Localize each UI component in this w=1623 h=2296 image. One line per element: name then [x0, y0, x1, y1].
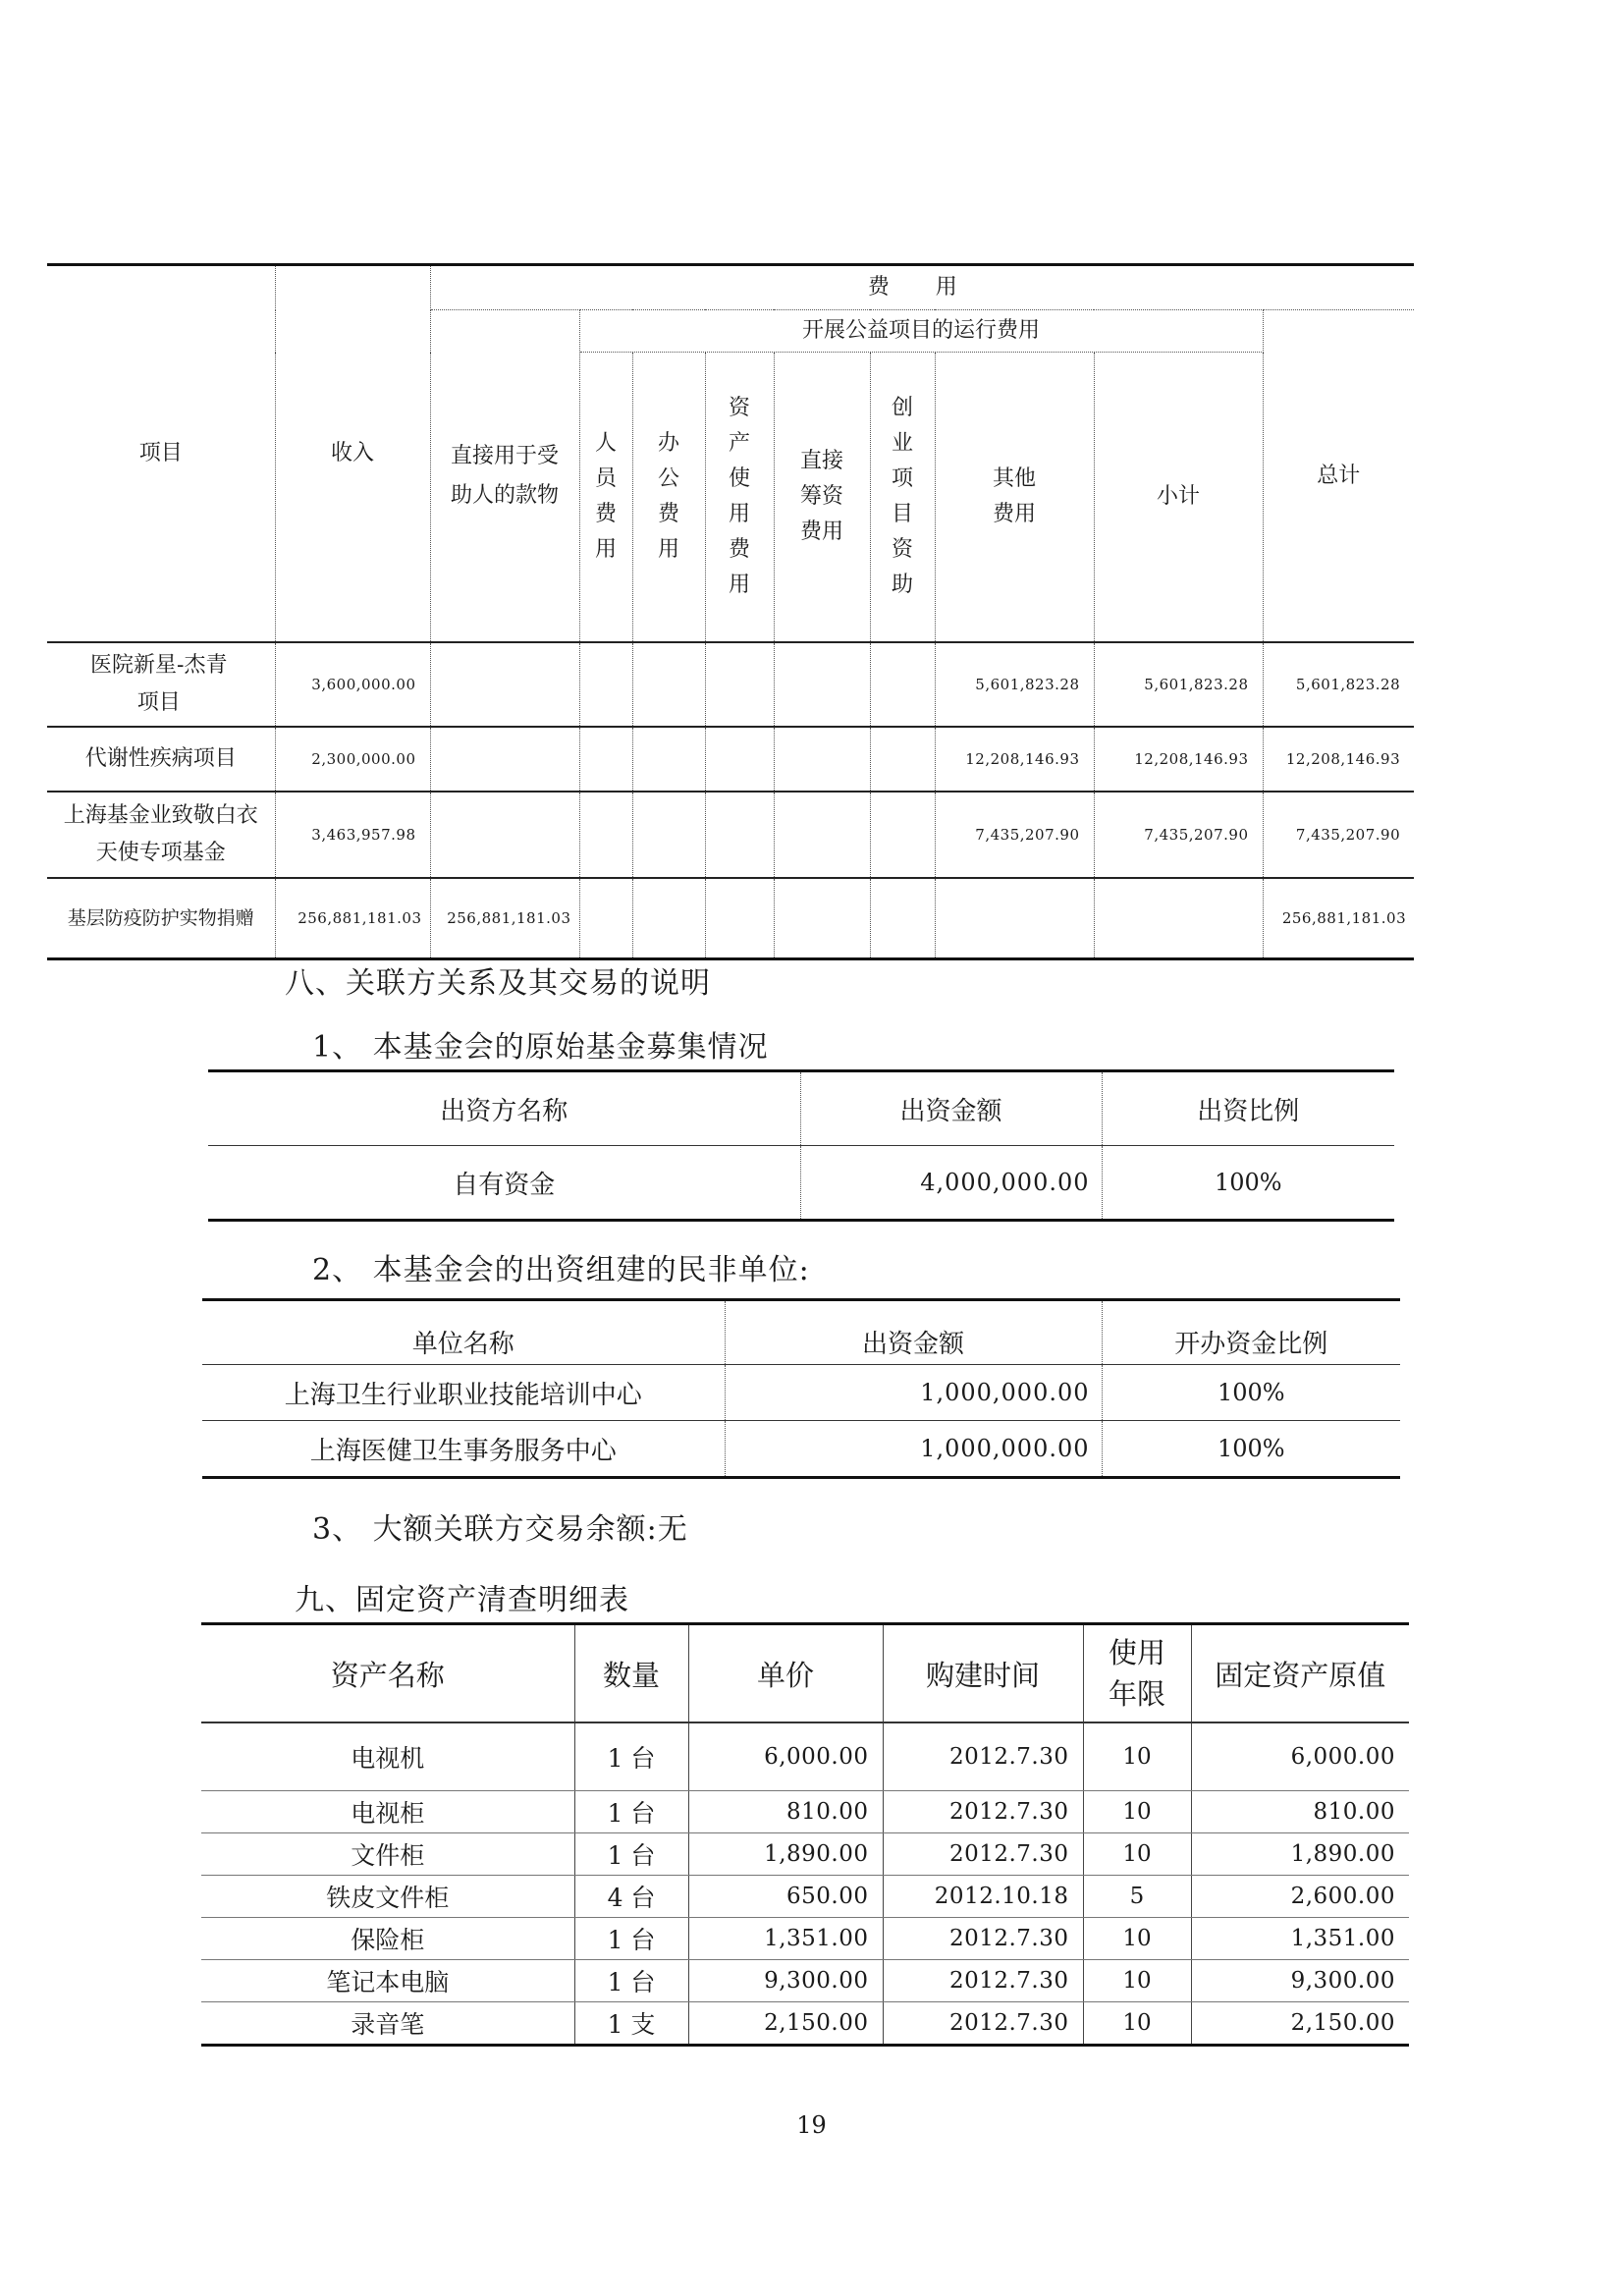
asset-original-value: 6,000.00	[1191, 1722, 1409, 1791]
asset-original-value: 2,150.00	[1191, 2002, 1409, 2046]
row-income: 3,463,957.98	[275, 792, 430, 878]
asset-purchase-date: 2012.7.30	[883, 1722, 1083, 1791]
expense-table	[47, 263, 1414, 960]
asset-original-value: 810.00	[1191, 1791, 1409, 1833]
row-subtotal: 5,601,823.28	[1094, 642, 1263, 727]
header-other: 其他费用	[935, 353, 1094, 643]
row-subtotal	[1094, 878, 1263, 959]
unit-ratio: 100%	[1102, 1365, 1400, 1421]
asset-useful-life: 10	[1083, 1833, 1191, 1876]
asset-quantity: 1 台	[574, 1918, 688, 1960]
asset-useful-life: 10	[1083, 1918, 1191, 1960]
contributor-name: 自有资金	[453, 1170, 556, 1200]
row-name: 基层防疫防护实物捐赠	[47, 878, 275, 959]
asset-useful-life: 5	[1083, 1876, 1191, 1918]
header-useful-life: 使用年限	[1083, 1624, 1191, 1723]
row-subtotal: 12,208,146.93	[1094, 727, 1263, 792]
section8-title: 八、关联方关系及其交易的说明	[285, 966, 711, 1001]
asset-purchase-date: 2012.10.18	[883, 1876, 1083, 1918]
asset-original-value: 1,890.00	[1191, 1833, 1409, 1876]
row-other: 7,435,207.90	[935, 792, 1094, 878]
header-quantity: 数量	[574, 1624, 688, 1723]
row-direct	[430, 642, 579, 727]
asset-quantity: 1 台	[574, 1722, 688, 1791]
unit-name: 上海卫生行业职业技能培训中心	[202, 1365, 725, 1421]
header-contributor: 出资方名称	[208, 1071, 800, 1146]
header-purchase-date: 购建时间	[883, 1624, 1083, 1723]
header-amount: 出资金额	[800, 1071, 1102, 1146]
asset-useful-life: 10	[1083, 2002, 1191, 2046]
asset-quantity: 1 台	[574, 1960, 688, 2002]
header-asset-name: 资产名称	[201, 1624, 574, 1723]
row-other: 5,601,823.28	[935, 642, 1094, 727]
asset-unit-price: 6,000.00	[688, 1722, 883, 1791]
asset-name: 笔记本电脑	[201, 1960, 574, 2002]
unit-name: 上海医健卫生事务服务中心	[309, 1436, 617, 1466]
header-unit-price: 单价	[688, 1624, 883, 1723]
asset-name: 录音笔	[351, 2010, 425, 2039]
asset-unit-price: 810.00	[688, 1791, 883, 1833]
asset-useful-life: 10	[1083, 1960, 1191, 2002]
asset-name: 电视机	[201, 1722, 574, 1791]
fixed-asset-table	[201, 1622, 1409, 2047]
row-total: 7,435,207.90	[1263, 792, 1414, 878]
row-total: 12,208,146.93	[1263, 727, 1414, 792]
original-fund-table	[208, 1069, 1394, 1222]
row-direct: 256,881,181.03	[430, 878, 579, 959]
header-direct-fundraising: 直接筹资费用	[774, 353, 870, 643]
header-asset-use: 资产使用费用	[705, 353, 774, 643]
asset-purchase-date: 2012.7.30	[883, 1918, 1083, 1960]
asset-unit-price: 650.00	[688, 1876, 883, 1918]
asset-quantity: 4 台	[574, 1876, 688, 1918]
page-number: 19	[796, 2111, 827, 2139]
section9-title: 九、固定资产清查明细表	[295, 1583, 629, 1617]
asset-purchase-date: 2012.7.30	[883, 1833, 1083, 1876]
header-operating-group: 开展公益项目的运行费用	[579, 310, 1263, 353]
contribution-ratio: 100%	[1102, 1146, 1394, 1221]
header-ratio: 开办资金比例	[1102, 1300, 1400, 1365]
asset-name: 保险柜	[201, 1918, 574, 1960]
asset-purchase-date: 2012.7.30	[883, 2002, 1083, 2046]
header-expense-group: 费 用	[430, 265, 1414, 310]
row-income: 3,600,000.00	[275, 642, 430, 727]
asset-quantity: 1 台	[574, 1791, 688, 1833]
header-startup-funding: 创业项目资助	[870, 353, 935, 643]
asset-unit-price: 9,300.00	[688, 1960, 883, 2002]
row-income: 256,881,181.03	[275, 878, 430, 959]
asset-original-value: 1,351.00	[1191, 1918, 1409, 1960]
row-total: 256,881,181.03	[1263, 878, 1414, 959]
row-direct	[430, 792, 579, 878]
asset-unit-price: 2,150.00	[688, 2002, 883, 2046]
unit-amount: 1,000,000.00	[725, 1421, 1102, 1478]
header-unit-name: 单位名称	[202, 1300, 725, 1365]
row-name: 医院新星-杰青项目	[47, 642, 275, 727]
asset-name: 文件柜	[201, 1833, 574, 1876]
header-item: 项目	[47, 265, 275, 643]
unit-amount: 1,000,000.00	[725, 1365, 1102, 1421]
header-personnel: 人员费用	[579, 353, 632, 643]
asset-name: 铁皮文件柜	[201, 1876, 574, 1918]
asset-quantity: 1 支	[574, 2002, 688, 2046]
header-ratio: 出资比例	[1102, 1071, 1394, 1146]
header-subtotal: 小计	[1094, 353, 1263, 643]
asset-useful-life: 10	[1083, 1722, 1191, 1791]
row-name: 上海基金业致敬白衣天使专项基金	[47, 792, 275, 878]
header-income: 收入	[275, 265, 430, 643]
section8-sub2: 2、 本基金会的出资组建的民非单位:	[312, 1253, 810, 1287]
section8-sub1: 1、 本基金会的原始基金募集情况	[312, 1030, 769, 1065]
asset-useful-life: 10	[1083, 1791, 1191, 1833]
header-direct-to-beneficiary: 直接用于受助人的款物	[430, 310, 579, 643]
asset-purchase-date: 2012.7.30	[883, 1791, 1083, 1833]
header-original-value: 固定资产原值	[1191, 1624, 1409, 1723]
header-office: 办公费用	[632, 353, 705, 643]
asset-name: 电视柜	[201, 1791, 574, 1833]
header-total: 总计	[1263, 310, 1414, 643]
row-income: 2,300,000.00	[275, 727, 430, 792]
row-subtotal: 7,435,207.90	[1094, 792, 1263, 878]
row-direct	[430, 727, 579, 792]
asset-unit-price: 1,351.00	[688, 1918, 883, 1960]
asset-original-value: 2,600.00	[1191, 1876, 1409, 1918]
asset-unit-price: 1,890.00	[688, 1833, 883, 1876]
section8-sub3: 3、 大额关联方交易余额:无	[312, 1512, 688, 1547]
row-other	[935, 878, 1094, 959]
asset-quantity: 1 台	[574, 1833, 688, 1876]
contribution-amount: 4,000,000.00	[800, 1146, 1102, 1221]
row-other: 12,208,146.93	[935, 727, 1094, 792]
header-amount: 出资金额	[725, 1300, 1102, 1365]
asset-original-value: 9,300.00	[1191, 1960, 1409, 2002]
unit-ratio: 100%	[1102, 1421, 1400, 1478]
row-name: 代谢性疾病项目	[47, 727, 275, 792]
asset-purchase-date: 2012.7.30	[883, 1960, 1083, 2002]
units-table	[202, 1298, 1400, 1479]
row-total: 5,601,823.28	[1263, 642, 1414, 727]
